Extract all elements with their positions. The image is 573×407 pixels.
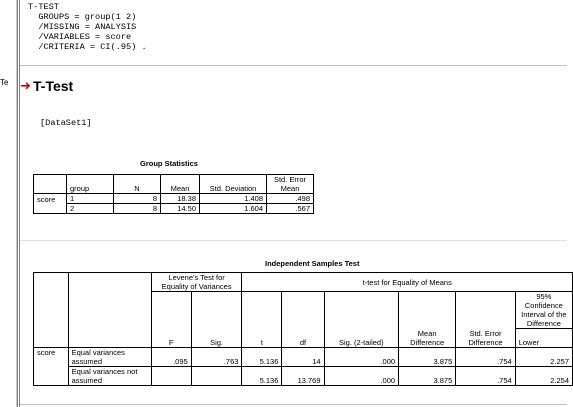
group-stats-title: Group Statistics xyxy=(140,159,198,168)
section-divider xyxy=(20,65,567,66)
syntax-line: /MISSING = ANALYSIS xyxy=(28,22,137,32)
table-row: Equal variances not assumed 5.136 13.769 .000 3.875 .754 2.254 xyxy=(34,366,573,385)
table-row: 2 8 14.50 1.604 .567 xyxy=(34,204,314,214)
ttest-header: t-test for Equality of Means xyxy=(242,273,573,292)
selected-item-arrow-icon: ➜ xyxy=(20,79,31,94)
outline-item-fragment[interactable]: Te xyxy=(0,78,9,87)
outline-pane[interactable] xyxy=(0,0,17,407)
ind-test-title: Independent Samples Test xyxy=(265,259,360,268)
dataset-label: [DataSet1] xyxy=(40,118,92,128)
table-row: score Equal variances assumed .095 .763 5.136 14 .000 3.875 .754 2.257 xyxy=(34,347,573,366)
header-cell: Mean xyxy=(161,175,200,194)
header-cell: Std. Deviation xyxy=(200,175,267,194)
row-label: score xyxy=(34,347,69,366)
pane-divider[interactable] xyxy=(17,0,18,407)
syntax-line: /VARIABLES = score xyxy=(28,32,132,42)
output-heading[interactable]: T-Test xyxy=(33,78,74,94)
pane-divider-inner xyxy=(19,0,20,407)
header-cell: Std. Error Mean xyxy=(267,175,314,194)
independent-samples-table[interactable]: Levene's Test for Equality of Variances t-test for Equality of Means 95% Confidence Interval of the Difference F Sig. t df Sig. (2-tailed) Mean Difference Std. Error Difference Lower score Equal variances assumed .095 .763 5.136 14 .000 3.875 .754 2.257 Equal variances not assumed 5.136 13.769 .000 3.875 .754 2.254 xyxy=(33,272,573,386)
row-label: score xyxy=(34,194,67,204)
syntax-line: GROUPS = group(1 2) xyxy=(28,12,137,22)
table-row: score 1 8 18.38 1.408 .498 xyxy=(34,194,314,204)
header-cell: N xyxy=(114,175,161,194)
section-divider xyxy=(20,404,567,405)
ci-header: 95% Confidence Interval of the Difference xyxy=(515,292,572,329)
section-divider xyxy=(20,240,567,241)
syntax-line: T-TEST xyxy=(28,2,59,12)
syntax-log xyxy=(28,2,147,52)
syntax-line: /CRITERIA = CI(.95) . xyxy=(28,42,147,52)
header-cell: group xyxy=(67,175,114,194)
levene-header: Levene's Test for Equality of Variances xyxy=(151,273,242,292)
group-stats-table[interactable] xyxy=(33,174,314,214)
